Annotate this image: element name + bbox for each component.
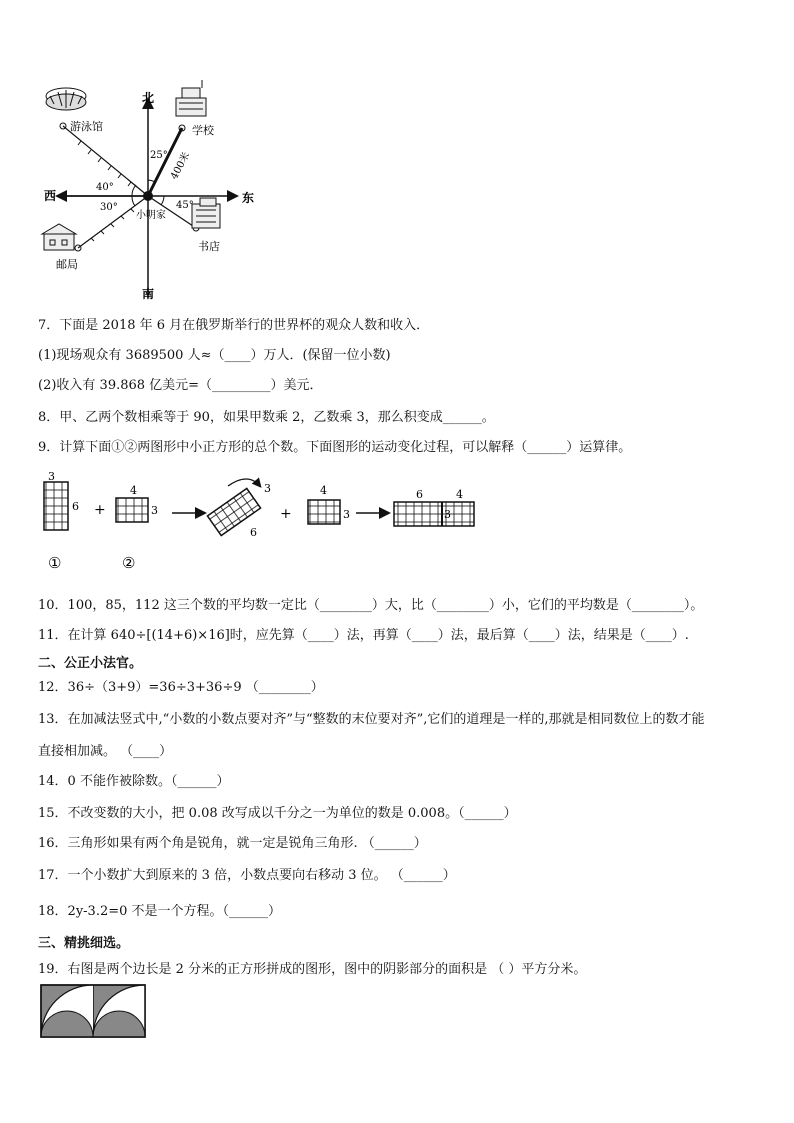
- plus-sign-2: +: [280, 506, 292, 522]
- question-8: 8．甲、乙两个数相乘等于 90，如果甲数乘 2，乙数乘 3，那么积变成______。: [38, 410, 495, 425]
- question-9: 9．计算下面①②两图形中小正方形的总个数。下面图形的运动变化过程，可以解释（______）运算律。: [38, 440, 632, 455]
- east-label: 东: [242, 191, 255, 205]
- grid-2: [116, 498, 148, 522]
- question-10: 10．100，85，112 这三个数的平均数一定比（________）大，比（________）小，它们的平均数是（________）。: [38, 598, 704, 613]
- grid-2b: [308, 500, 340, 524]
- question-15: 15．不改变数的大小，把 0.08 改写成以千分之一为单位的数是 0.008。（______）: [38, 806, 517, 821]
- post-office-icon: [42, 224, 76, 250]
- grid-figure: [38, 466, 508, 576]
- question-7-1: (1)现场观众有 3689500 人≈（____）万人．(保留一位小数): [38, 348, 391, 363]
- grid2b-height: 3: [343, 508, 350, 521]
- question-19: 19．右图是两个边长是 2 分米的正方形拼成的图形，图中的阴影部分的面积是 （ ）平方分米。: [38, 962, 587, 977]
- question-7-2: (2)收入有 39.868 亿美元=（_________）美元．: [38, 378, 323, 393]
- question-17: 17．一个小数扩大到原来的 3 倍，小数点要向右移动 3 位。 （______）: [38, 868, 456, 883]
- home-label: 小明家: [136, 210, 166, 221]
- shaded-squares-figure: [40, 984, 146, 1038]
- home-dot: [143, 191, 153, 201]
- question-11: 11．在计算 640÷[(14+6)×16]时，应先算（____）法，再算（____）法，最后算（____）法，结果是（____）.: [38, 628, 689, 643]
- angle-45: 45°: [176, 200, 194, 211]
- grid2-height: 3: [151, 504, 158, 517]
- grid-1: [44, 482, 68, 530]
- angle-25: 25°: [150, 150, 168, 161]
- question-7: 7．下面是 2018 年 6 月在俄罗斯举行的世界杯的观众人数和收入．: [38, 318, 430, 333]
- question-13-cont: 直接相加减。 （____）: [38, 744, 173, 759]
- combined-4: 4: [456, 488, 463, 501]
- grid1-width: 3: [48, 470, 55, 483]
- south-label: 南: [142, 287, 155, 301]
- question-13: 13．在加减法竖式中,“小数的小数点要对齐”与“整数的末位要对齐”,它们的道理是一样的,那就是相同数位上的数才能: [38, 712, 705, 727]
- grid2b-width: 4: [320, 484, 327, 497]
- bookstore-icon: [192, 198, 220, 228]
- angle-30: 30°: [100, 202, 118, 213]
- question-16: 16．三角形如果有两个角是锐角，就一定是锐角三角形. （______）: [38, 836, 427, 851]
- label-circle-1: ①: [48, 554, 62, 572]
- school-icon: [176, 80, 206, 116]
- question-18: 18．2y-3.2=0 不是一个方程。（______）: [38, 904, 282, 919]
- label-circle-2: ②: [122, 554, 136, 572]
- pool-label: 游泳馆: [70, 120, 103, 133]
- bookstore-label: 书店: [198, 240, 220, 253]
- west-label: 西: [44, 189, 57, 203]
- school-label: 学校: [192, 124, 214, 137]
- rot-label-6: 6: [250, 526, 257, 539]
- compass-figure: [36, 76, 276, 306]
- grid2-width: 4: [130, 484, 137, 497]
- combined-3: 3: [444, 508, 451, 521]
- section-3-heading: 三、精挑细选。: [38, 936, 130, 951]
- angle-40: 40°: [96, 182, 114, 193]
- rot-label-3: 3: [264, 482, 271, 495]
- grid1-height: 6: [72, 500, 79, 513]
- question-14: 14．0 不能作被除数。（______）: [38, 774, 230, 789]
- section-2-heading: 二、公正小法官。: [38, 656, 143, 671]
- distance-label: 400米: [168, 150, 193, 182]
- post-office-label: 邮局: [56, 258, 78, 271]
- north-label: 北: [142, 91, 155, 105]
- grid-combined: [394, 502, 474, 526]
- combined-6: 6: [416, 488, 423, 501]
- plus-sign-1: +: [94, 502, 106, 518]
- question-12: 12．36÷（3+9）=36÷3+36÷9 （________）: [38, 680, 324, 695]
- pool-icon: [46, 88, 86, 110]
